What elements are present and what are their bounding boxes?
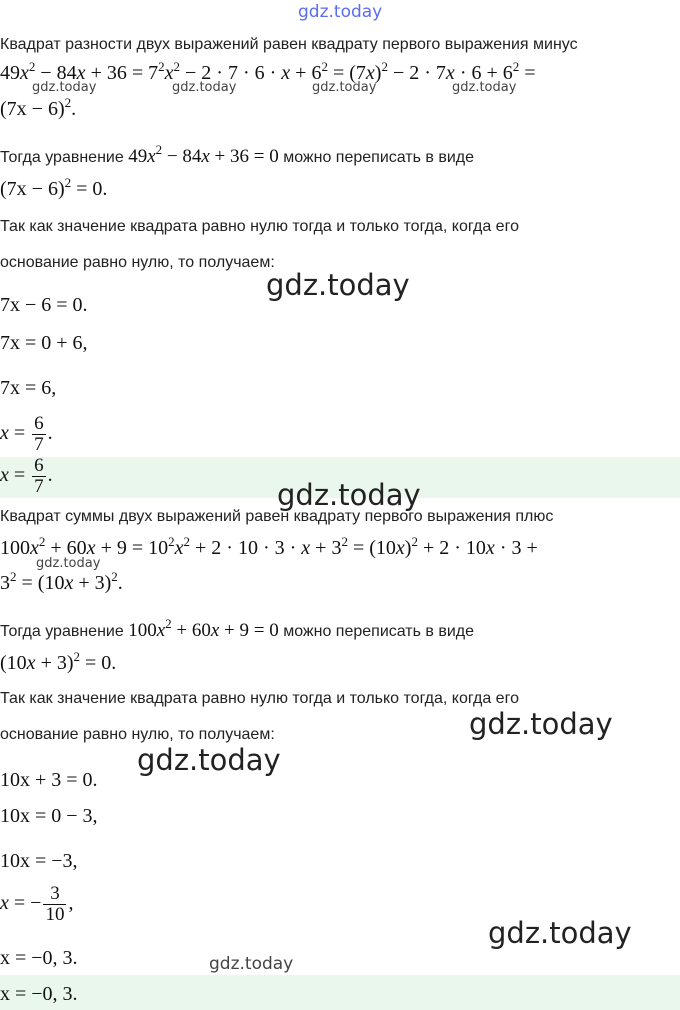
part2-step1: 10x + 3 = 0. bbox=[0, 769, 98, 791]
part1-step4: x = $\frac{6}{7}$ . bbox=[0, 413, 53, 455]
watermark: gdz.today bbox=[137, 743, 281, 777]
part1-reason-1: Так как значение квадрата равно нулю тогда и только тогда, когда его bbox=[0, 218, 519, 235]
part2-reason-2: основание равно нулю, то получаем: bbox=[0, 726, 275, 743]
part2-step4: x = − $\frac{3}{10}$ , bbox=[0, 883, 74, 925]
part2-reason-1: Так как значение квадрата равно нулю тогда и только тогда, когда его bbox=[0, 690, 519, 707]
part2-rewritten: $(10x + 3)^2 = 0$. bbox=[0, 649, 117, 674]
part1-answer: x = $\frac{6}{7}$ . bbox=[0, 455, 53, 497]
part2-rewrite-line: Тогда уравнение $100x^2 + 60x + 9 = 0$ можно переписать в виде bbox=[0, 616, 475, 641]
watermark: gdz.today bbox=[469, 707, 613, 741]
watermark: gdz.today bbox=[277, 478, 421, 512]
answer-highlight-2 bbox=[0, 975, 680, 1010]
part1-rewrite-line: Тогда уравнение $49x^2 - 84x + 36 = 0$ можно переписать в виде bbox=[0, 142, 475, 167]
watermark: gdz.today bbox=[209, 954, 294, 974]
part2-step3: 10x = −3, bbox=[0, 850, 78, 872]
part1-step1: 7x − 6 = 0. bbox=[0, 294, 88, 316]
part2-expansion-end: $3^2 = (10x + 3)^2$. bbox=[0, 569, 123, 594]
part2-answer: x = −0, 3. bbox=[0, 983, 78, 1005]
part1-intro: Квадрат разности двух выражений равен квадрату первого выражения минус bbox=[0, 36, 578, 53]
watermark: gdz.today bbox=[32, 80, 97, 95]
watermark: gdz.today bbox=[172, 80, 237, 95]
part1-step3: 7x = 6, bbox=[0, 377, 57, 399]
watermark: gdz.today bbox=[36, 556, 101, 571]
part1-reason-2: основание равно нулю, то получаем: bbox=[0, 254, 275, 271]
part2-step5: x = −0, 3. bbox=[0, 947, 78, 969]
watermark: gdz.today bbox=[266, 268, 410, 302]
site-logo[interactable]: gdz.today bbox=[298, 2, 383, 22]
part1-step2: 7x = 0 + 6, bbox=[0, 332, 88, 354]
part2-step2: 10x = 0 − 3, bbox=[0, 805, 98, 827]
part2-expansion: $100x^2 + 60x + 9 = 10^2x^2 + 2 \cdot 10 \cdot 3 \cdot x + 3^2 = (10x)^2 + 2 \cdot 10x \cdot 3$ + bbox=[0, 534, 538, 559]
watermark: gdz.today bbox=[312, 80, 377, 95]
part1-rewritten: $(7x - 6)^2 = 0$. bbox=[0, 175, 108, 200]
part1-expansion: $49x^2 - 84x + 36 = 7^2x^2 - 2 \cdot 7 \cdot 6 \cdot x + 6^2 = (7x)^2 - 2 \cdot 7x \cdot 6 + 6^2$ = bbox=[0, 59, 536, 84]
watermark: gdz.today bbox=[452, 80, 517, 95]
part1-expansion-end: $(7x - 6)^2$. bbox=[0, 95, 77, 120]
watermark: gdz.today bbox=[488, 916, 632, 950]
part2-intro: Квадрат суммы двух выражений равен квадрату первого выражения плюс bbox=[0, 508, 554, 525]
